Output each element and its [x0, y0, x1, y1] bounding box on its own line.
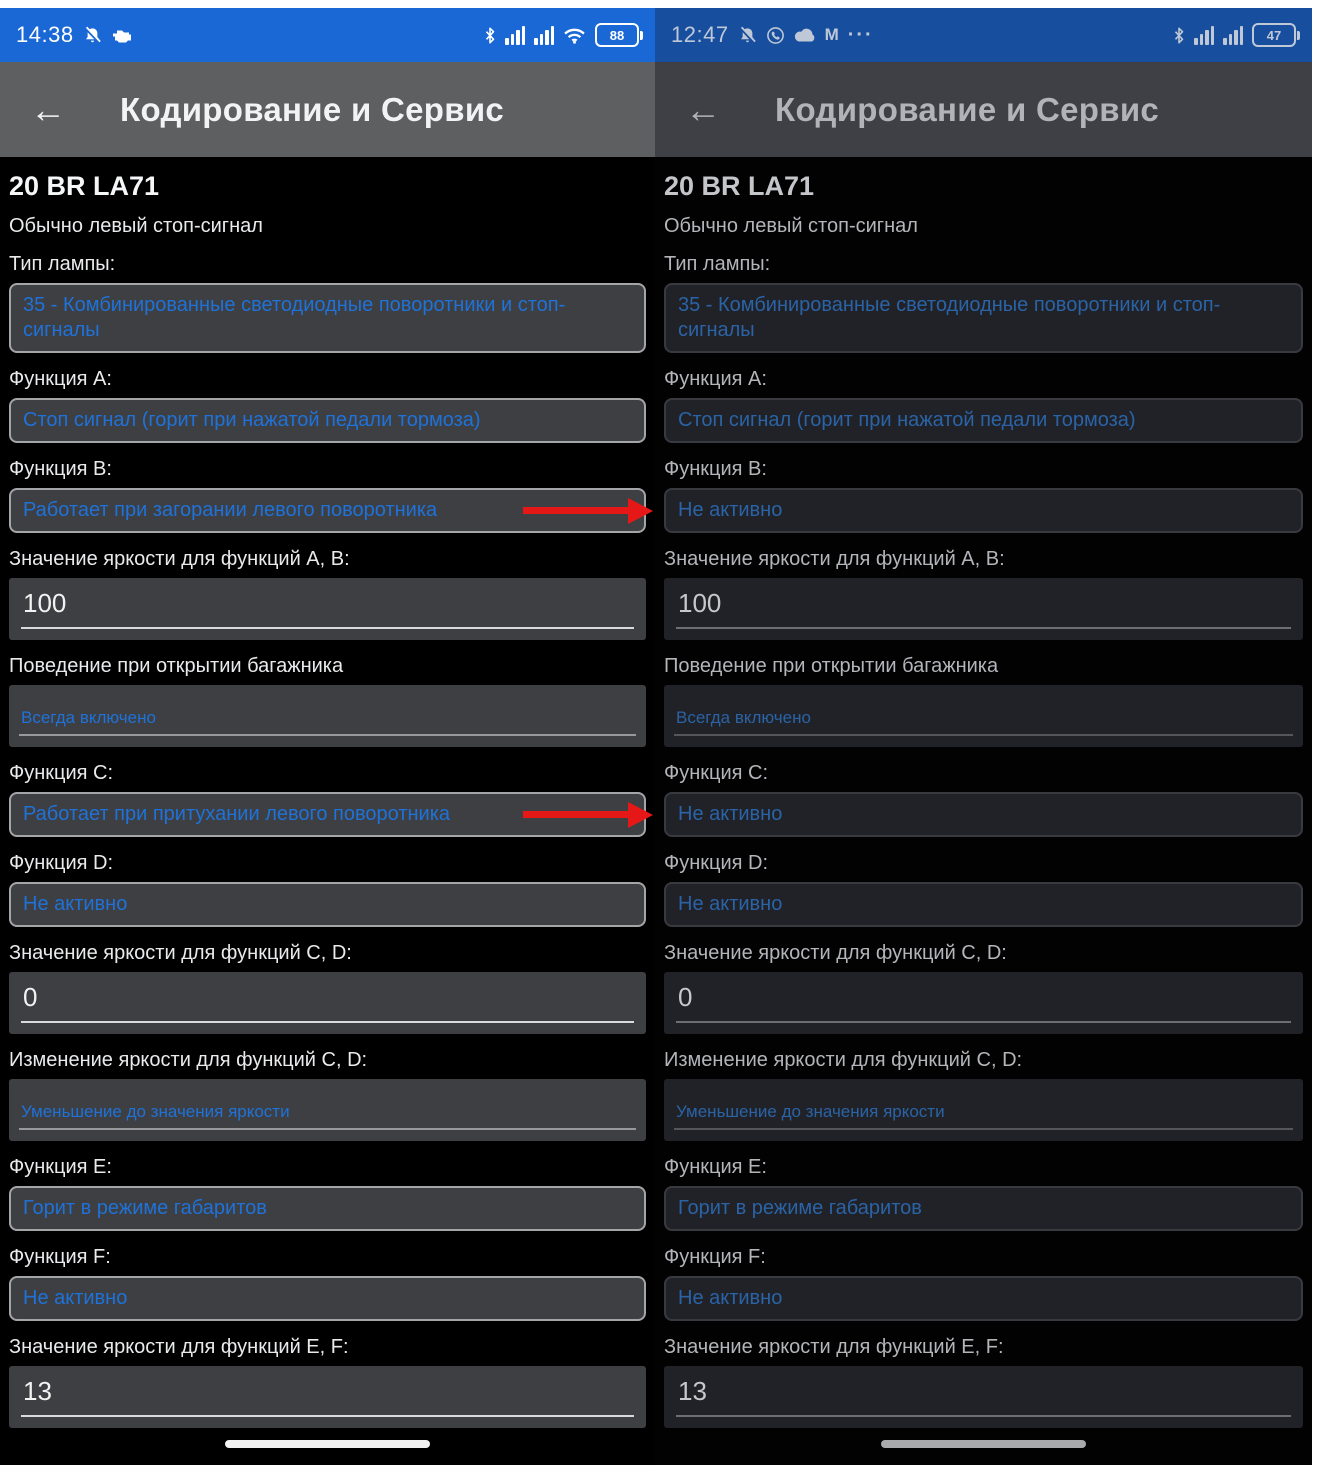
form-field: [664, 368, 1303, 443]
dropdown-select[interactable]: [664, 398, 1303, 443]
field-value: 0: [23, 981, 38, 1012]
cellular-signal-icon: [1223, 26, 1243, 45]
field-label: Функция E:: [664, 1156, 767, 1179]
field-label: Функция D:: [9, 852, 114, 875]
status-right-group: [484, 23, 639, 47]
form-field: [664, 253, 1303, 353]
form-field: [9, 1336, 646, 1428]
battery-percent: 47: [1266, 27, 1282, 43]
home-indicator-handle[interactable]: [881, 1440, 1086, 1448]
wifi-icon: [563, 27, 586, 44]
field-label: Значение яркости для функций C, D:: [9, 942, 352, 965]
field-value: Не активно: [23, 1287, 128, 1310]
form-field: [9, 1246, 646, 1321]
phone-screen-before: [0, 8, 655, 1465]
field-label: Поведение при открытии багажника: [9, 655, 344, 678]
field-label: Функция F:: [9, 1246, 111, 1269]
field-label: Изменение яркости для функций C, D:: [9, 1049, 368, 1072]
spinner-select[interactable]: [9, 685, 646, 747]
cloud-icon: [794, 28, 816, 43]
page-title: Кодирование и Сервис: [775, 90, 1160, 128]
dropdown-select[interactable]: [9, 1276, 646, 1321]
dropdown-select[interactable]: [664, 1276, 1303, 1321]
form-field: [664, 942, 1303, 1034]
field-value: 0: [678, 981, 693, 1012]
form-field: [664, 655, 1303, 747]
dropdown-select[interactable]: [9, 792, 646, 837]
form-field: [9, 942, 646, 1034]
value-input[interactable]: [9, 1366, 646, 1428]
form-field: [664, 458, 1303, 533]
field-value: Не активно: [678, 803, 783, 826]
field-value: Стоп сигнал (горит при нажатой педали тормоза): [678, 409, 1136, 432]
form-field: [9, 1156, 646, 1231]
field-value: 100: [23, 587, 67, 618]
field-label: Тип лампы:: [664, 253, 771, 276]
field-value: Уменьшение до значения яркости: [676, 1102, 945, 1122]
field-label: Функция E:: [9, 1156, 112, 1179]
field-value: Горит в режиме габаритов: [678, 1197, 922, 1220]
field-value: Не активно: [23, 893, 128, 916]
field-value: Всегда включено: [676, 708, 811, 728]
form-field: [9, 368, 646, 443]
value-input[interactable]: [9, 578, 646, 640]
home-indicator-handle[interactable]: [225, 1440, 430, 1448]
field-value: Не активно: [678, 1287, 783, 1310]
form-field: [9, 655, 646, 747]
form-field: [9, 1049, 646, 1141]
clock: 12:47: [671, 22, 729, 47]
dropdown-select[interactable]: [9, 1186, 646, 1231]
field-value: 13: [678, 1375, 707, 1406]
cellular-signal-icon: [1194, 26, 1214, 45]
field-label: Функция A:: [9, 368, 112, 391]
field-label: Функция B:: [664, 458, 767, 481]
form-field: [664, 1049, 1303, 1141]
clock: 14:38: [16, 22, 74, 47]
form-field: [664, 1246, 1303, 1321]
form-field: [9, 458, 646, 533]
spinner-select[interactable]: [664, 1079, 1303, 1141]
cellular-signal-icon: [534, 26, 554, 45]
module-title: 20 BR LA71: [9, 171, 160, 201]
value-input[interactable]: [664, 1366, 1303, 1428]
form-field: [9, 548, 646, 640]
status-right-group: [1173, 23, 1296, 47]
field-value: Не активно: [678, 893, 783, 916]
module-subtitle: Обычно левый стоп-сигнал: [9, 215, 263, 238]
dropdown-select[interactable]: [664, 1186, 1303, 1231]
bluetooth-icon: [1173, 27, 1185, 44]
dropdown-select[interactable]: [664, 882, 1303, 927]
field-value: Всегда включено: [21, 708, 156, 728]
app-bar: [0, 62, 655, 157]
dropdown-select[interactable]: [9, 488, 646, 533]
field-value: 35 - Комбинированные светодиодные поворотники и стоп-сигналы: [23, 294, 566, 342]
back-arrow-icon[interactable]: ←: [30, 88, 66, 130]
field-label: Функция B:: [9, 458, 112, 481]
settings-form: [0, 157, 655, 1448]
form-field: [664, 548, 1303, 640]
form-field: [9, 762, 646, 837]
notifications-muted-icon: [83, 26, 102, 45]
dropdown-select[interactable]: [664, 283, 1303, 353]
form-field: [9, 253, 646, 353]
field-label: Значение яркости для функций E, F:: [9, 1336, 349, 1359]
value-input[interactable]: [664, 972, 1303, 1034]
field-label: Функция C:: [664, 762, 769, 785]
module-title: 20 BR LA71: [664, 171, 815, 201]
spinner-select[interactable]: [9, 1079, 646, 1141]
phone-screen-after: [655, 8, 1312, 1465]
field-label: Значение яркости для функций A, B:: [9, 548, 350, 571]
value-input[interactable]: [664, 578, 1303, 640]
field-value: Не активно: [678, 499, 783, 522]
field-value: 100: [678, 587, 722, 618]
form-field: [664, 852, 1303, 927]
viber-icon: [766, 26, 785, 45]
field-label: Функция C:: [9, 762, 114, 785]
form-field: [664, 762, 1303, 837]
form-field: [9, 852, 646, 927]
status-bar: [0, 8, 655, 62]
field-label: Поведение при открытии багажника: [664, 655, 999, 678]
spinner-select[interactable]: [664, 685, 1303, 747]
check-engine-icon: [111, 27, 135, 44]
field-value: Уменьшение до значения яркости: [21, 1102, 290, 1122]
status-left-group: [671, 22, 874, 48]
field-label: Функция A:: [664, 368, 767, 391]
form-field: [664, 1336, 1303, 1428]
field-value: 35 - Комбинированные светодиодные поворотники и стоп-сигналы: [678, 294, 1221, 342]
battery-icon: [595, 23, 639, 47]
field-label: Значение яркости для функций C, D:: [664, 942, 1007, 965]
status-left-group: [16, 22, 135, 48]
field-value: Работает при притухании левого поворотника: [23, 803, 451, 826]
notifications-muted-icon: [738, 26, 757, 45]
dropdown-select[interactable]: [664, 488, 1303, 533]
annotation-arrow-icon: [523, 498, 653, 524]
module-subtitle: Обычно левый стоп-сигнал: [664, 215, 918, 238]
field-label: Тип лампы:: [9, 253, 116, 276]
bluetooth-icon: [484, 27, 496, 44]
battery-icon: [1252, 23, 1296, 47]
field-value: Горит в режиме габаритов: [23, 1197, 267, 1220]
dropdown-select[interactable]: [664, 792, 1303, 837]
field-label: Функция D:: [664, 852, 769, 875]
dropdown-select[interactable]: [9, 882, 646, 927]
field-label: Значение яркости для функций A, B:: [664, 548, 1005, 571]
status-bar: [655, 8, 1312, 62]
app-bar: [655, 62, 1312, 157]
battery-percent: 88: [609, 27, 625, 43]
annotation-arrow-icon: [523, 802, 653, 828]
more-dots-icon: ···: [847, 24, 874, 46]
gmail-icon: M: [824, 25, 839, 44]
dropdown-select[interactable]: [9, 283, 646, 353]
page-title: Кодирование и Сервис: [120, 90, 505, 128]
field-value: 13: [23, 1375, 52, 1406]
field-label: Функция F:: [664, 1246, 766, 1269]
settings-form: [655, 157, 1312, 1448]
field-value: Стоп сигнал (горит при нажатой педали тормоза): [23, 409, 481, 432]
value-input[interactable]: [9, 972, 646, 1034]
cellular-signal-icon: [505, 26, 525, 45]
field-label: Значение яркости для функций E, F:: [664, 1336, 1004, 1359]
field-value: Работает при загорании левого поворотника: [23, 499, 438, 522]
back-arrow-icon[interactable]: ←: [685, 88, 721, 130]
dropdown-select[interactable]: [9, 398, 646, 443]
form-field: [664, 1156, 1303, 1231]
field-label: Изменение яркости для функций C, D:: [664, 1049, 1023, 1072]
